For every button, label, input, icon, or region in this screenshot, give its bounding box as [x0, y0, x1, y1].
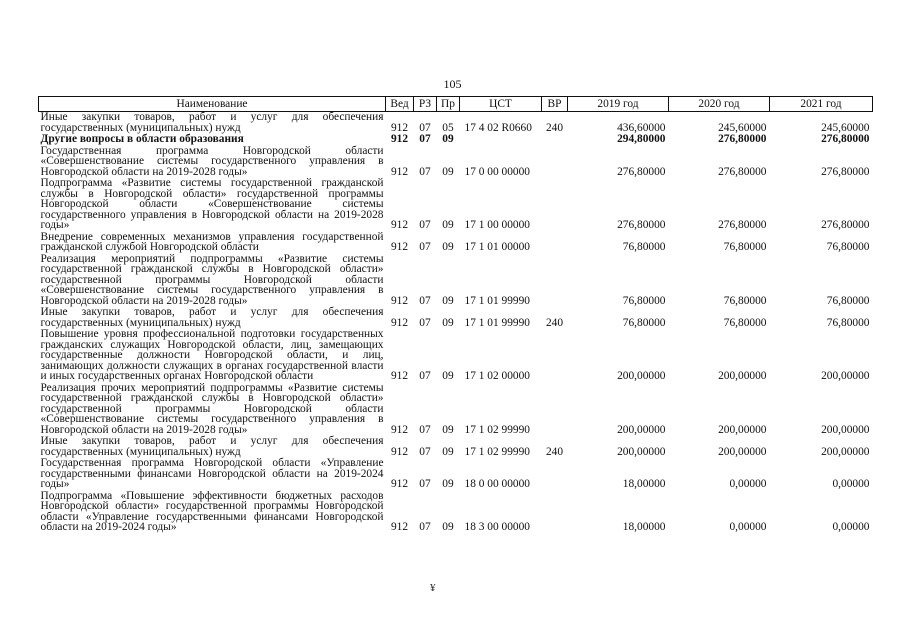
cell-2020: 245,60000: [718, 121, 767, 134]
cell-2019: 76,80000: [622, 316, 666, 329]
table-row: [39, 306, 873, 328]
cell-rz: 07: [419, 316, 431, 329]
cell-pr: 09: [442, 423, 454, 436]
cell-vr: [542, 328, 568, 382]
cell-2021: 0,00000: [832, 521, 870, 533]
cell-pr: 09: [442, 478, 454, 490]
header-2021: 2021 год: [770, 97, 873, 112]
cell-ved: 912: [390, 370, 409, 382]
header-ved: Вед: [386, 97, 414, 112]
cell-vr: 240: [545, 121, 564, 134]
table-row: [39, 231, 873, 253]
cell-pr: 09: [442, 521, 454, 533]
cell-rz: 07: [419, 478, 431, 490]
cell-name: Иные закупки товаров, работ и услуг для обеспечения государственных (муниципальных) нужд: [40, 306, 384, 329]
cell-cst: 17 0 00 00000: [464, 165, 530, 178]
cell-ved: 912: [390, 121, 409, 134]
cell-name: Внедрение современных механизмов управления государственной гражданской службой Новгородской области: [40, 230, 384, 253]
cell-cst: 17 1 01 99990: [464, 294, 530, 307]
cell-cst: 18 0 00 00000: [464, 478, 530, 490]
table-row: [39, 490, 873, 533]
cell-2020: 200,00000: [718, 423, 767, 436]
cell-2019: 200,00000: [617, 370, 666, 382]
cell-name: Иные закупки товаров, работ и услуг для обеспечения государственных (муниципальных) нужд: [40, 111, 384, 134]
cell-2019: 276,80000: [617, 165, 666, 178]
cell-vr: [542, 382, 568, 436]
table-row: [39, 133, 873, 145]
cell-2019: 294,80000: [617, 133, 666, 145]
header-pr: Пр: [437, 97, 460, 112]
cell-name: Государственная программа Новгородской области «Управление государственными финансами Новгородской области на 2019-2024 годы»: [40, 457, 384, 490]
cell-2021: 245,60000: [821, 121, 870, 134]
cell-rz: 07: [419, 121, 431, 134]
cell-vr: [542, 231, 568, 253]
cell-vr: 240: [545, 316, 564, 329]
header-name: Наименование: [39, 97, 386, 112]
cell-rz: 07: [419, 219, 431, 231]
cell-pr: 09: [442, 165, 454, 178]
cell-2019: 18,00000: [622, 521, 666, 533]
cell-ved: 912: [390, 241, 409, 253]
cell-pr: 09: [442, 294, 454, 307]
cell-2021: 76,80000: [826, 316, 870, 329]
table-row: [39, 112, 873, 134]
cell-rz: 07: [419, 521, 431, 533]
table-row: [39, 328, 873, 382]
cell-ved: 912: [390, 316, 409, 329]
table-row: [39, 177, 873, 231]
table-body: [39, 112, 873, 533]
cell-name: Подпрограмма «Развитие системы государственной гражданской службы в Новгородской области» государственной программы Новгородской области «Совершенствование системы государственного управления в Новгородской области на 2019-2028 годы»: [40, 177, 384, 231]
cell-pr: 05: [442, 121, 454, 134]
cell-name: Государственная программа Новгородской области «Совершенствование системы государственного управления в Новгородской области на 2019-2028 годы»: [40, 144, 384, 178]
cell-rz: 07: [419, 423, 431, 436]
cell-name: Подпрограмма «Повышение эффективности бюджетных расходов Новгородской области» государственной программы Новгородской области «Управление государственными финансами Новгородской области на 2019-2024 годы»: [40, 489, 384, 533]
cell-2021: 76,80000: [826, 294, 870, 307]
cell-vr: [542, 490, 568, 533]
cell-cst: [460, 133, 542, 145]
cell-2020: 276,80000: [718, 165, 767, 178]
cell-cst: 17 1 02 00000: [464, 370, 530, 382]
cell-2021: 200,00000: [821, 445, 870, 458]
cell-vr: [542, 177, 568, 231]
page-number: 105: [443, 77, 462, 91]
table-row: [39, 457, 873, 490]
cell-pr: 09: [442, 316, 454, 329]
cell-cst: 18 3 00 00000: [464, 521, 530, 533]
cell-vr: [542, 133, 568, 145]
cell-pr: 09: [442, 445, 454, 458]
cell-pr: 09: [442, 370, 454, 382]
cell-2021: 0,00000: [832, 478, 870, 490]
cell-ved: 912: [390, 294, 409, 307]
cell-vr: [542, 457, 568, 490]
cell-vr: [542, 253, 568, 307]
cell-2021: 200,00000: [821, 423, 870, 436]
table-row: [39, 253, 873, 307]
header-rz: РЗ: [414, 97, 437, 112]
cell-rz: 07: [419, 133, 431, 145]
cell-cst: 17 1 02 99990: [464, 423, 530, 436]
cell-rz: 07: [419, 445, 431, 458]
cell-2021: 200,00000: [821, 370, 870, 382]
cell-2020: 276,80000: [718, 133, 767, 145]
cell-2020: 276,80000: [718, 219, 767, 231]
cell-2021: 276,80000: [821, 133, 870, 145]
cell-2019: 76,80000: [622, 241, 666, 253]
cell-pr: 09: [442, 219, 454, 231]
cell-pr: 09: [442, 241, 454, 253]
cell-cst: 17 1 01 99990: [464, 316, 530, 329]
cell-name: Реализация мероприятий подпрограммы «Развитие системы государственной гражданской службы в Новгородской области» государственной программы Новгородской области «Совершенствование системы государственного управления в Новгородской области на 2019-2028 годы»: [40, 252, 384, 307]
cell-2020: 0,00000: [729, 521, 767, 533]
cell-ved: 912: [390, 219, 409, 231]
cell-2019: 200,00000: [617, 445, 666, 458]
cell-ved: 912: [390, 423, 409, 436]
table-row: [39, 145, 873, 178]
cell-pr: 09: [442, 133, 454, 145]
cell-name: Иные закупки товаров, работ и услуг для обеспечения государственных (муниципальных) нужд: [40, 435, 384, 458]
budget-table: [38, 96, 873, 533]
footer-mark: ¥: [430, 582, 436, 594]
cell-2020: 0,00000: [729, 478, 767, 490]
cell-2021: 276,80000: [821, 219, 870, 231]
cell-2019: 200,00000: [617, 423, 666, 436]
cell-vr: [542, 145, 568, 178]
cell-2019: 276,80000: [617, 219, 666, 231]
cell-cst: 17 1 01 00000: [464, 241, 530, 253]
cell-2019: 436,60000: [617, 121, 666, 134]
cell-ved: 912: [390, 165, 409, 178]
cell-2020: 76,80000: [723, 316, 767, 329]
cell-ved: 912: [390, 521, 409, 533]
table-row: [39, 382, 873, 436]
cell-ved: 912: [390, 478, 409, 490]
cell-ved: 912: [390, 133, 409, 145]
cell-ved: 912: [390, 445, 409, 458]
cell-cst: 17 1 00 00000: [464, 219, 530, 231]
cell-2021: 76,80000: [826, 241, 870, 253]
table-header-row: [39, 97, 873, 112]
cell-2021: 276,80000: [821, 165, 870, 178]
cell-cst: 17 1 02 99990: [464, 445, 530, 458]
cell-rz: 07: [419, 294, 431, 307]
cell-2020: 76,80000: [723, 241, 767, 253]
header-2019: 2019 год: [568, 97, 669, 112]
cell-cst: 17 4 02 R0660: [464, 121, 532, 134]
cell-name: Реализация прочих мероприятий подпрограммы «Развитие системы государственной гражданской службы в Новгородской области» государственной программы Новгородской области «Совершенствование системы государственного управления в Новгородской области на 2019-2028 годы»: [40, 381, 384, 436]
header-vr: ВР: [542, 97, 568, 112]
cell-2019: 76,80000: [622, 294, 666, 307]
cell-rz: 07: [419, 241, 431, 253]
cell-2020: 76,80000: [723, 294, 767, 307]
cell-vr: 240: [545, 445, 564, 458]
header-2020: 2020 год: [669, 97, 770, 112]
cell-2020: 200,00000: [718, 370, 767, 382]
header-cst: ЦСТ: [460, 97, 542, 112]
cell-rz: 07: [419, 165, 431, 178]
cell-name: Другие вопросы в области образования: [40, 133, 244, 145]
cell-2019: 18,00000: [622, 478, 666, 490]
cell-rz: 07: [419, 370, 431, 382]
table-row: [39, 435, 873, 457]
cell-name: Повышение уровня профессиональной подготовки государственных гражданских служащих Новгородской области, лиц, замещающих государственные должности Новгородской области, и лиц, занимающих должности служащих в органах государственной власти и иных государственных органах Новгородской области: [40, 328, 384, 382]
cell-2020: 200,00000: [718, 445, 767, 458]
